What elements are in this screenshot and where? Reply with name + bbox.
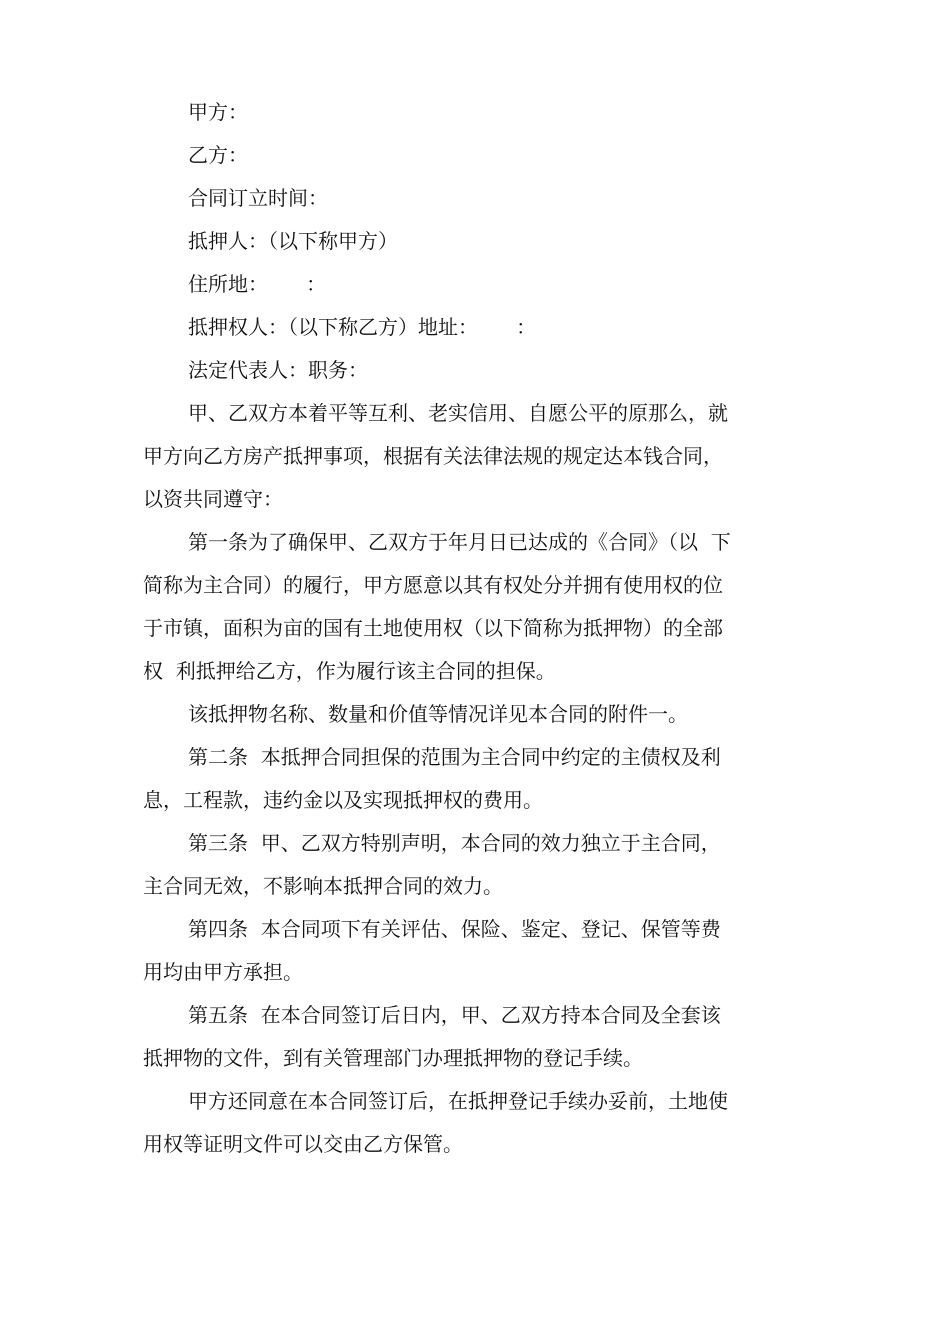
paragraph-line: 甲方还同意在本合同签订后，在抵押登记手续办妥前，土地使 bbox=[188, 1089, 728, 1113]
paragraph-line: 息，工程款，违约金以及实现抵押权的费用。 bbox=[143, 788, 543, 812]
paragraph-article-1 bbox=[143, 521, 808, 693]
paragraph-line: 用权等证明文件可以交由乙方保管。 bbox=[143, 1132, 463, 1156]
paragraph-article-5 bbox=[143, 994, 808, 1080]
paragraph-article-2 bbox=[143, 736, 808, 822]
contract-header-fields bbox=[143, 91, 808, 392]
mortgagee-line: 抵押权人：（以下称乙方）地址： ： bbox=[188, 315, 537, 339]
mortgagor-line: 抵押人：（以下称甲方） bbox=[188, 229, 398, 253]
party-a-line: 甲方： bbox=[188, 100, 248, 124]
paragraph-article-4 bbox=[143, 908, 808, 994]
paragraph-line: 权 利抵押给乙方，作为履行该主合同的担保。 bbox=[143, 659, 556, 683]
paragraph-line: 抵押物的文件，到有关管理部门办理抵押物的登记手续。 bbox=[143, 1046, 643, 1070]
paragraph-line: 用均由甲方承担。 bbox=[143, 960, 303, 984]
address-line: 住所地： ： bbox=[188, 272, 327, 296]
contract-date-line: 合同订立时间： bbox=[188, 186, 328, 210]
legal-representative-line: 法定代表人：职务： bbox=[188, 358, 368, 382]
document-body bbox=[143, 91, 808, 1166]
paragraph-line: 该抵押物名称、数量和价值等情况详见本合同的附件一。 bbox=[188, 702, 688, 726]
paragraph-line: 第四条 本合同项下有关评估、保险、鉴定、登记、保管等费 bbox=[188, 917, 721, 941]
paragraph-line: 第一条为了确保甲、乙双方于年月日已达成的《合同》（以 下 bbox=[188, 530, 731, 554]
paragraph-line: 于市镇，面积为亩的国有土地使用权（以下简称为抵押物）的全部 bbox=[143, 616, 723, 640]
paragraph-line: 甲方向乙方房产抵押事项，根据有关法律法规的规定达本钱合同， bbox=[143, 444, 723, 468]
paragraph-custody-clause bbox=[143, 1080, 808, 1166]
party-b-line: 乙方： bbox=[188, 143, 248, 167]
paragraph-line: 主合同无效，不影响本抵押合同的效力。 bbox=[143, 874, 503, 898]
paragraph-line: 第二条 本抵押合同担保的范围为主合同中约定的主债权及利 bbox=[188, 745, 721, 769]
paragraph-attachment-note bbox=[143, 693, 808, 736]
paragraph-article-3 bbox=[143, 822, 808, 908]
paragraph-line: 甲、乙双方本着平等互利、老实信用、自愿公平的原那么，就 bbox=[188, 401, 728, 425]
paragraph-line: 第五条 在本合同签订后日内，甲、乙双方持本合同及全套该 bbox=[188, 1003, 721, 1027]
paragraph-line: 以资共同遵守： bbox=[143, 487, 283, 511]
paragraph-line: 简称为主合同）的履行，甲方愿意以其有权处分并拥有使用权的位 bbox=[143, 573, 723, 597]
paragraph-preamble bbox=[143, 392, 808, 521]
paragraph-line: 第三条 甲、乙双方特别声明，本合同的效力独立于主合同， bbox=[188, 831, 721, 855]
